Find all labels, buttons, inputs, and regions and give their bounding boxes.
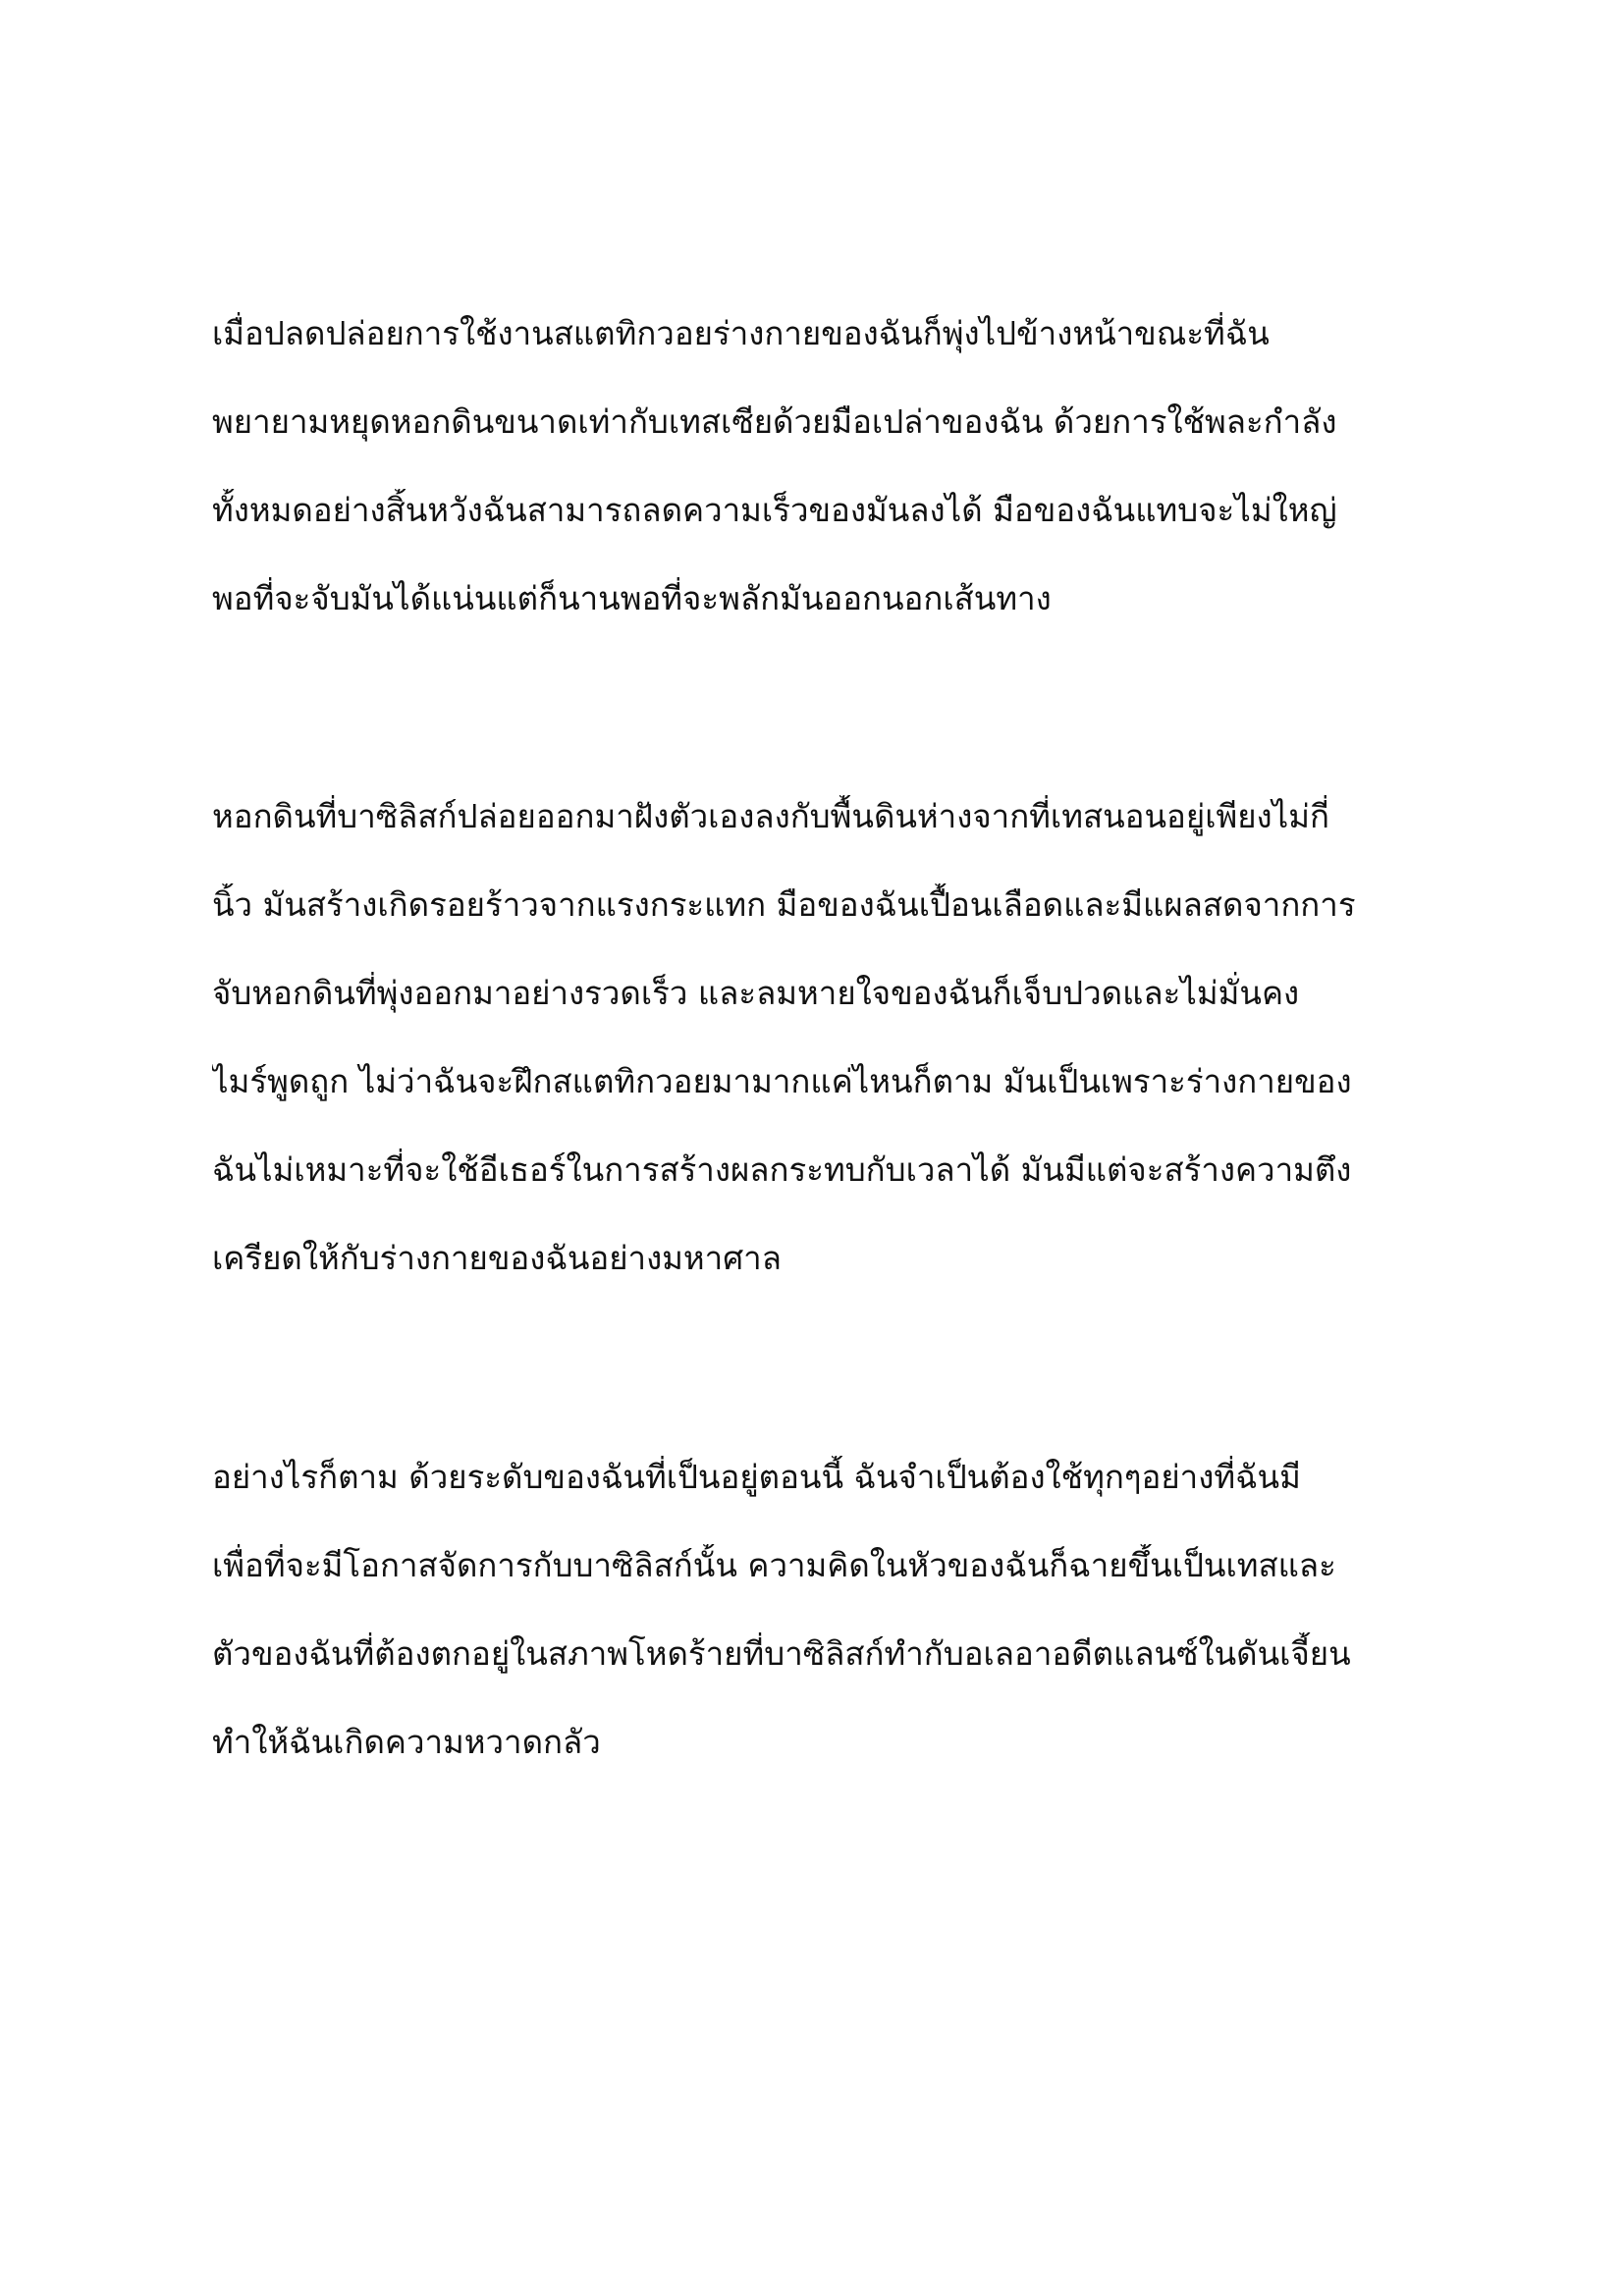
paragraph-3-line-4: ทำให้ฉันเกิดความหวาดกลัว: [212, 1723, 601, 1761]
paragraph-1-line-3: ทั้งหมดอย่างสิ้นหวังฉันสามารถลดความเร็วของมันลงได้ มือของฉันแทบจะไม่ใหญ่: [212, 491, 1337, 529]
paragraph-3-line-1: อย่างไรก็ตาม ด้วยระดับของฉันที่เป็นอยู่ตอนนี้ ฉันจำเป็นต้องใช้ทุกๆอย่างที่ฉันมี: [212, 1458, 1301, 1496]
paragraph-2-line-3: จับหอกดินที่พุ่งออกมาอย่างรวดเร็ว และลมหายใจของฉันก็เจ็บปวดและไม่มั่นคง: [212, 974, 1300, 1012]
paragraph-3-line-2: เพื่อที่จะมีโอกาสจัดการกับบาซิลิสก์นั้น ความคิดในหัวของฉันก็ฉายขึ้นเป็นเทสและ: [212, 1546, 1336, 1584]
paragraph-2-line-6: เครียดให้กับร่างกายของฉันอย่างมหาศาล: [212, 1239, 782, 1277]
paragraph-2-line-2: นิ้ว มันสร้างเกิดรอยร้าวจากแรงกระแทก มือของฉันเปื้อนเลือดและมีแผลสดจากการ: [212, 885, 1356, 924]
paragraph-2-line-5: ฉันไม่เหมาะที่จะใช้อีเธอร์ในการสร้างผลกระทบกับเวลาได้ มันมีแต่จะสร้างความตึง: [212, 1150, 1352, 1189]
paragraph-1-line-1: เมื่อปลดปล่อยการใช้งานสแตทิกวอยร่างกายของฉันก็พุ่งไปข้างหน้าขณะที่ฉัน: [212, 314, 1270, 352]
paragraph-1-line-4: พอที่จะจับมันได้แน่นแต่ก็นานพอที่จะพลักมันออกนอกเส้นทาง: [212, 579, 1052, 617]
paragraph-1-line-2: พยายามหยุดหอกดินขนาดเท่ากับเทสเซียด้วยมือเปล่าของฉัน ด้วยการใช้พละกำลัง: [212, 402, 1337, 441]
paragraph-3-line-3: ตัวของฉันที่ต้องตกอยู่ในสภาพโหดร้ายที่บาซิลิสก์ทำกับอเลอาอดีตแลนซ์ในดันเจี้ยน: [212, 1634, 1351, 1673]
paragraph-2-line-1: หอกดินที่บาซิลิสก์ปล่อยออกมาฝังตัวเองลงกับพื้นดินห่างจากที่เทสนอนอยู่เพียงไม่กี่: [212, 797, 1330, 835]
paragraph-2-line-4: ไมร์พูดถูก ไม่ว่าฉันจะฝึกสแตทิกวอยมามากแค่ไหนก็ตาม มันเป็นเพราะร่างกายของ: [212, 1062, 1352, 1100]
